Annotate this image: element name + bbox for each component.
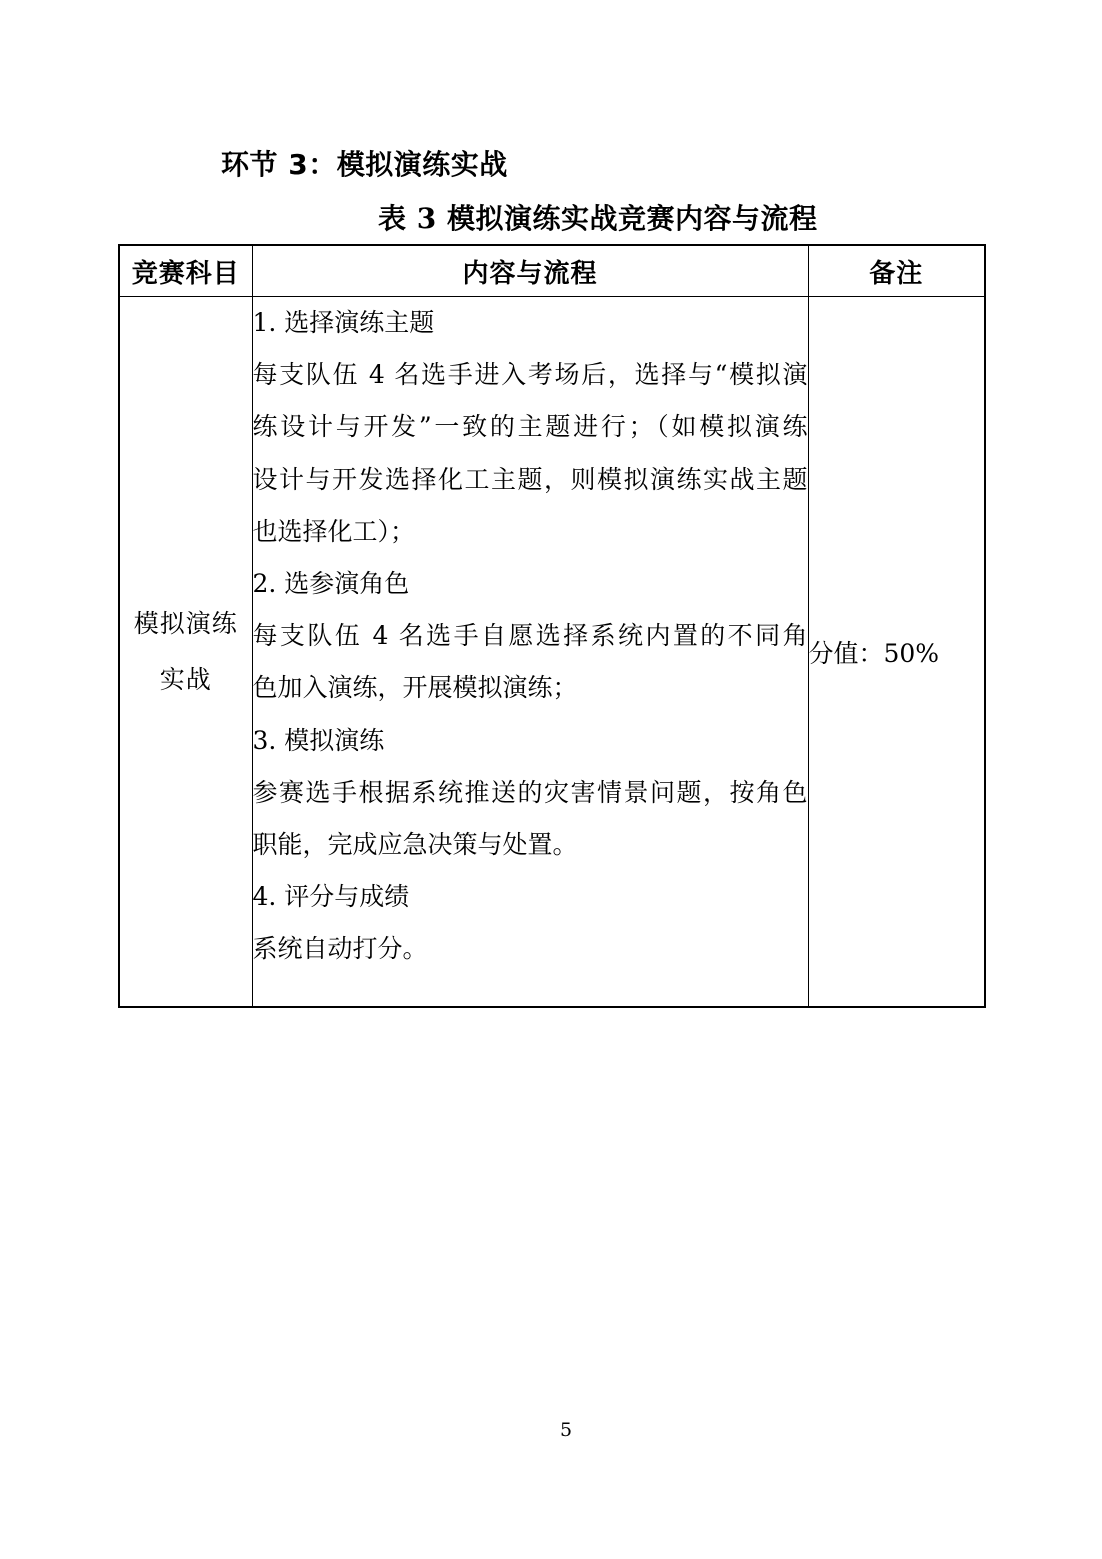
header-content: 内容与流程 [252,245,808,297]
content-line: 2. 选参演角色 [252,568,410,598]
content-line: 系统自动打分。 [252,934,428,964]
table-body-row [119,297,985,1008]
content-line: 每支队伍 4 名选手进入考场后，选择与“模拟演 [252,360,808,390]
content-line: 3. 模拟演练 [252,725,385,755]
subject-line: 实战 [159,664,212,694]
table-title: 表 3 模拟演练实战竞赛内容与流程 [378,202,818,235]
content-cell [252,297,808,1008]
header-remark: 备注 [808,245,985,297]
remark-cell: 分值：50% [808,297,985,1008]
content-line: 职能，完成应急决策与处置。 [252,829,578,859]
content-line: 色加入演练，开展模拟演练； [252,673,578,703]
header-subject: 竞赛科目 [119,245,252,297]
content-line: 参赛选手根据系统推送的灾害情景问题，按角色 [252,777,808,807]
subject-cell [119,297,252,1008]
table-header-row [119,245,985,297]
page-number: 5 [559,1419,573,1441]
subject-line: 模拟演练 [133,608,238,638]
competition-table [118,244,986,1008]
section-heading: 环节 3：模拟演练实战 [221,148,508,181]
content-line: 练设计与开发”一致的主题进行；（如模拟演练 [252,412,808,442]
content-lines [253,297,808,975]
content-line: 4. 评分与成绩 [252,882,410,912]
content-line: 每支队伍 4 名选手自愿选择系统内置的不同角 [252,621,808,651]
subject-lines [120,596,252,708]
content-line: 1. 选择演练主题 [252,308,435,337]
content-line: 设计与开发选择化工主题，则模拟演练实战主题 [252,464,808,494]
content-line: 也选择化工）； [252,516,416,546]
